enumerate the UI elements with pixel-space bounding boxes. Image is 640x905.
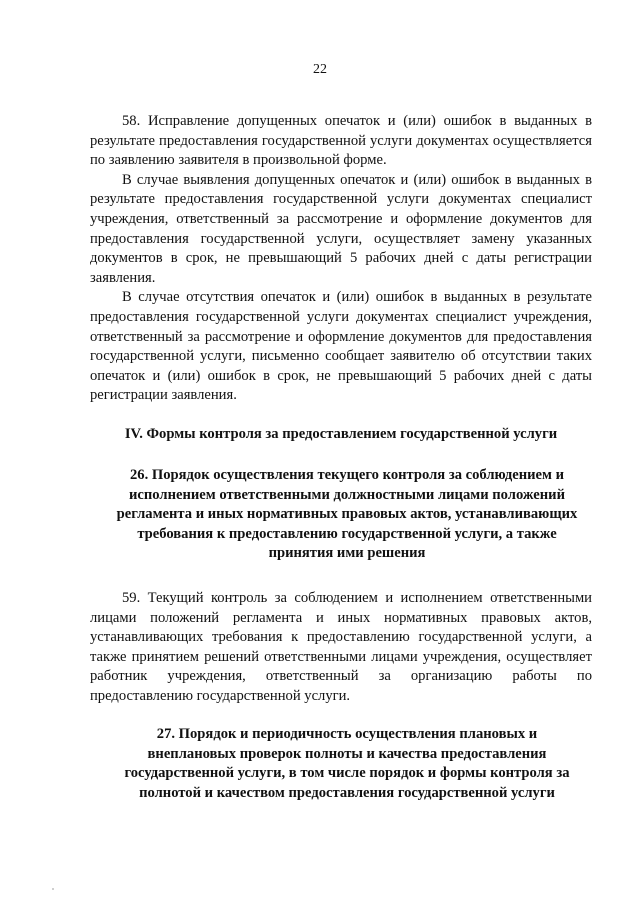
paragraph-errors-found: В случае выявления допущенных опечаток и (или) ошибок в выданных в результате предоставления государственной услуги документах специалист учреждения, ответственный за рассмотрение и оформление документов для предоставления государственной услуги, осуществляет замену указанных документов в срок, не превышающий 5 рабочих дней с даты регистрации заявления. — [90, 171, 592, 286]
scan-speck — [52, 888, 54, 890]
subsection-heading-26: 26. Порядок осуществления текущего контроля за соблюдением и исполнением ответственными должностными лицами положений регламента и иных нормативных правовых актов, устанавливающих требования к предоставлению государственной услуги, а также принятия ими решения — [116, 467, 578, 562]
paragraphs-59 — [90, 589, 592, 707]
paragraph-59: 59. Текущий контроль за соблюдением и исполнением ответственными лицами положений регламента и иных нормативных правовых актов, устанавливающих требования к предоставлению государственной услуги, а также принятием решений ответственными лицами учреждения, осуществляет работник учреждения, ответственный за организацию работы по предоставлению государственной услуги. — [90, 590, 592, 704]
paragraphs-58 — [90, 112, 592, 406]
page-number: 22 — [313, 62, 327, 77]
paragraph-58: 58. Исправление допущенных опечаток и (или) ошибок в выданных в результате предоставления государственной услуги документах осуществляется по заявлению заявителя в произвольной форме. — [90, 113, 592, 169]
paragraph-errors-absent: В случае отсутствия опечаток и (или) ошибок в выданных в результате предоставления государственной услуги документах специалист учреждения, ответственный за рассмотрение и оформление документов для предоставления государственной услуги, письменно сообщает заявителю об отсутствии таких опечаток и (или) ошибок в срок, не превышающий 5 рабочих дней с даты регистрации заявления. — [90, 289, 592, 404]
section-heading: IV. Формы контроля за предоставлением государственной услуги — [124, 426, 558, 442]
subsection-heading-27: 27. Порядок и периодичность осуществления плановых и внеплановых проверок полноты и качества предоставления государственной услуги, в том числе порядок и формы контроля за полнотой и качеством предоставления государственной услуги — [124, 726, 570, 801]
